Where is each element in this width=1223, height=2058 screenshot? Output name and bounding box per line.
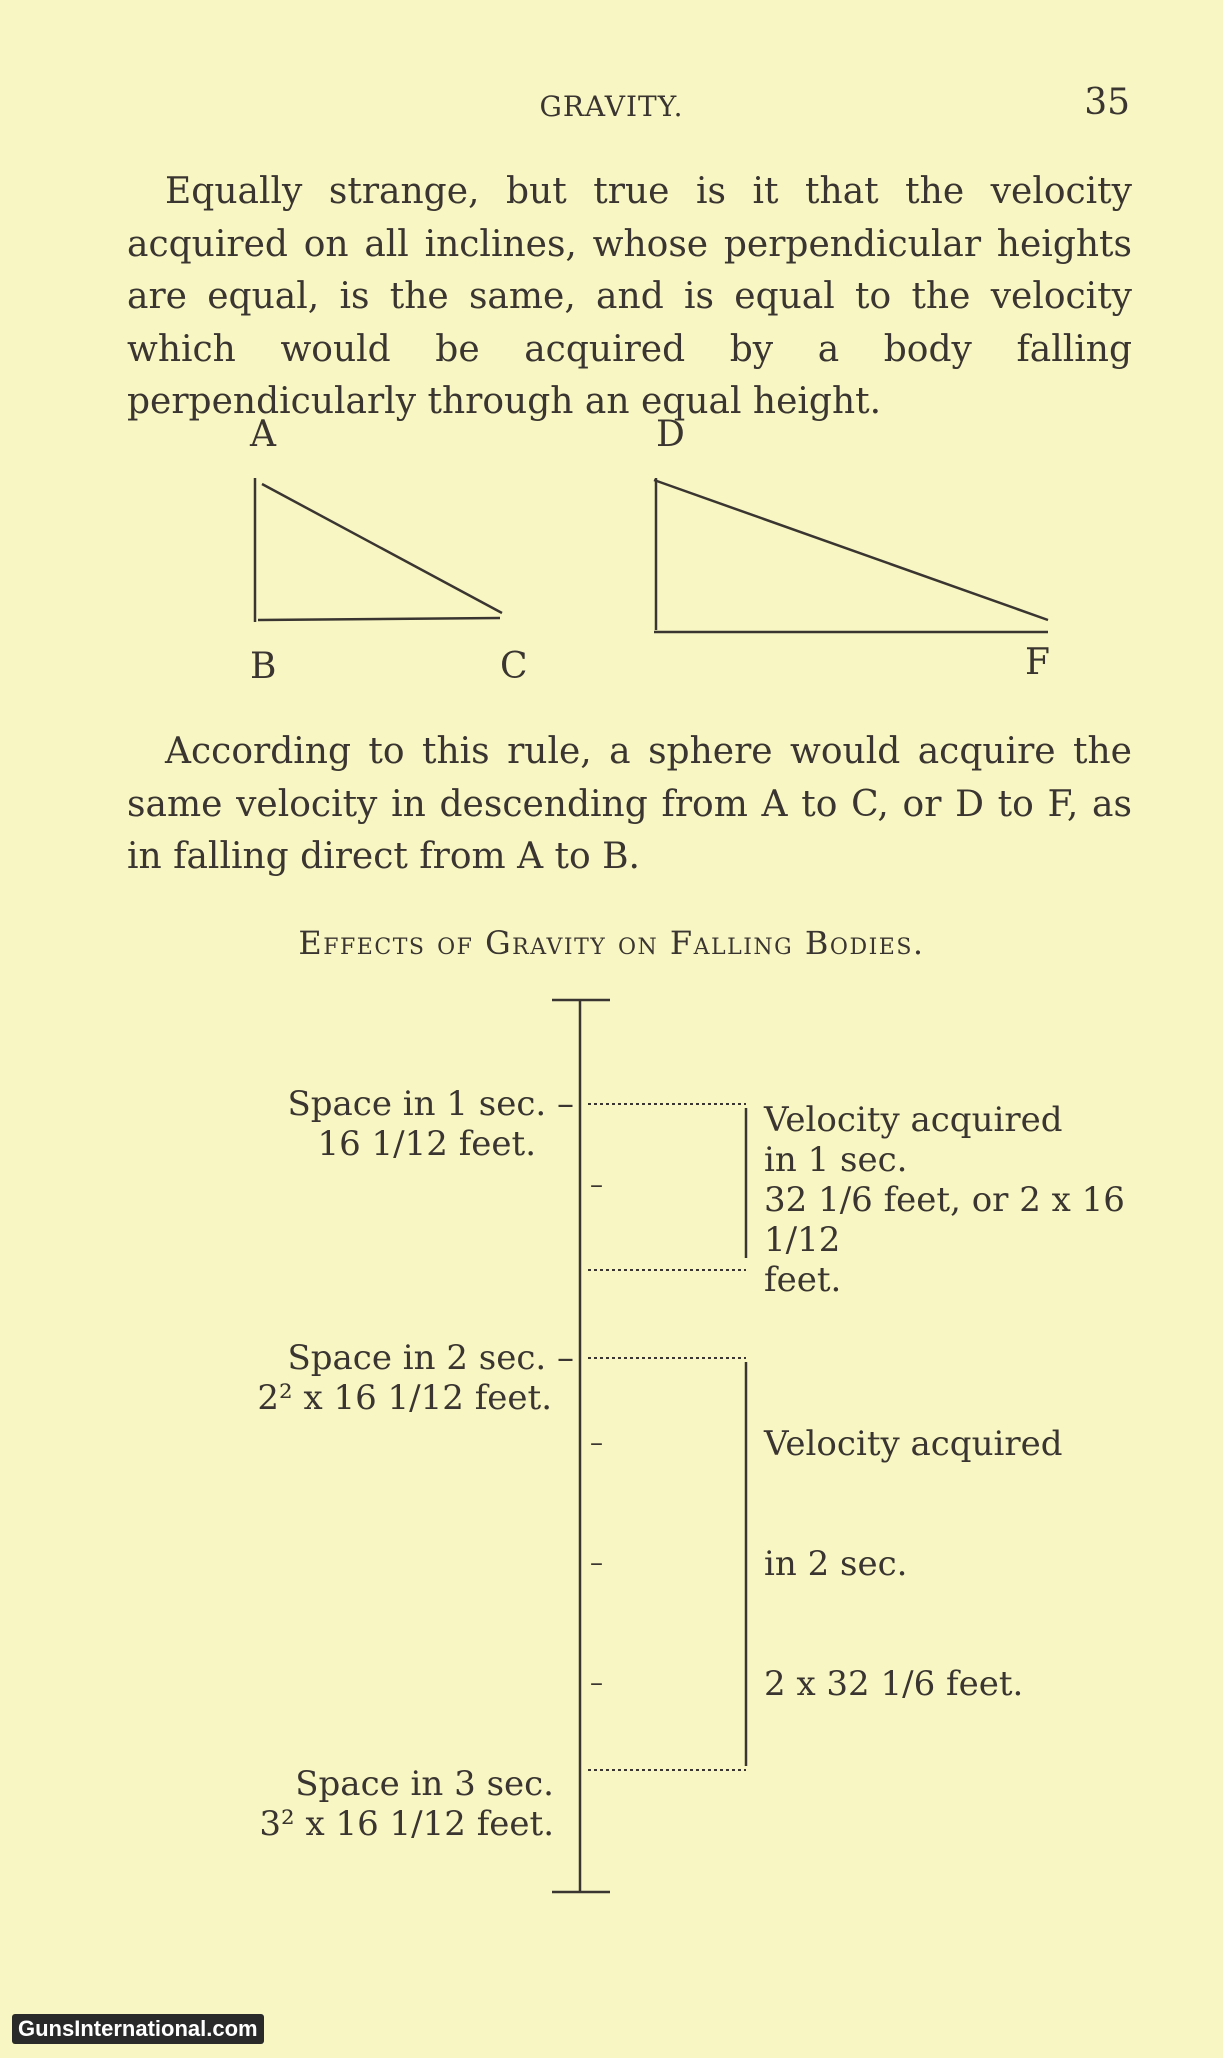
velocity-1-line-1: Velocity acquired xyxy=(764,1100,1063,1140)
tick-mark-3: – xyxy=(590,1548,603,1578)
watermark-logo: GunsInternational.com xyxy=(12,2014,264,2044)
paragraph-1-text: Equally strange, but true is it that the velocity acquired on all inclines, whose perpendicular heights are equal, is the same, and is equal to the velocity which would be acquired by a body falling perpendicularly through an equal height. xyxy=(127,171,1132,422)
running-head: GRAVITY. xyxy=(539,90,684,123)
velocity-1-line-2: in 1 sec. xyxy=(764,1140,908,1180)
space-1-label xyxy=(240,1084,574,1164)
label-c: C xyxy=(500,646,528,687)
space-2-line-2: 2² x 16 1/12 feet. xyxy=(257,1378,552,1418)
paragraph-2-text: According to this rule, a sphere would acquire the same velocity in descending from A to C, or D to F, as in falling direct from A to B. xyxy=(127,731,1132,877)
space-1-line-1: Space in 1 sec. – xyxy=(287,1084,574,1124)
tick-mark-2: – xyxy=(590,1428,603,1458)
tick-mark-4: – xyxy=(590,1668,603,1698)
label-f: F xyxy=(1025,642,1050,683)
space-1-line-2: 16 1/12 feet. xyxy=(317,1124,536,1164)
tick-mark-1: – xyxy=(590,1170,603,1200)
space-2-line-1: Space in 2 sec. – xyxy=(287,1338,574,1378)
section-title: Effects of Gravity on Falling Bodies. xyxy=(298,924,925,962)
velocity-2-line-1: Velocity acquired xyxy=(764,1424,1063,1464)
space-3-line-2: 3² x 16 1/12 feet. xyxy=(259,1804,554,1844)
velocity-1-label xyxy=(764,1100,1184,1300)
space-2-label xyxy=(240,1338,574,1418)
velocity-2-line-2: in 2 sec. xyxy=(764,1544,908,1584)
space-3-line-1: Space in 3 sec. xyxy=(295,1764,554,1804)
velocity-2-line-3: 2 x 32 1/6 feet. xyxy=(764,1664,1024,1704)
label-b: B xyxy=(250,646,277,687)
label-d: D xyxy=(656,414,685,455)
velocity-1-line-3: 32 1/6 feet, or 2 x 16 1/12 xyxy=(764,1180,1125,1260)
velocity-1-line-4: feet. xyxy=(764,1260,842,1300)
label-a: A xyxy=(250,414,276,455)
space-3-label xyxy=(240,1764,554,1844)
page-number: 35 xyxy=(1084,82,1130,123)
